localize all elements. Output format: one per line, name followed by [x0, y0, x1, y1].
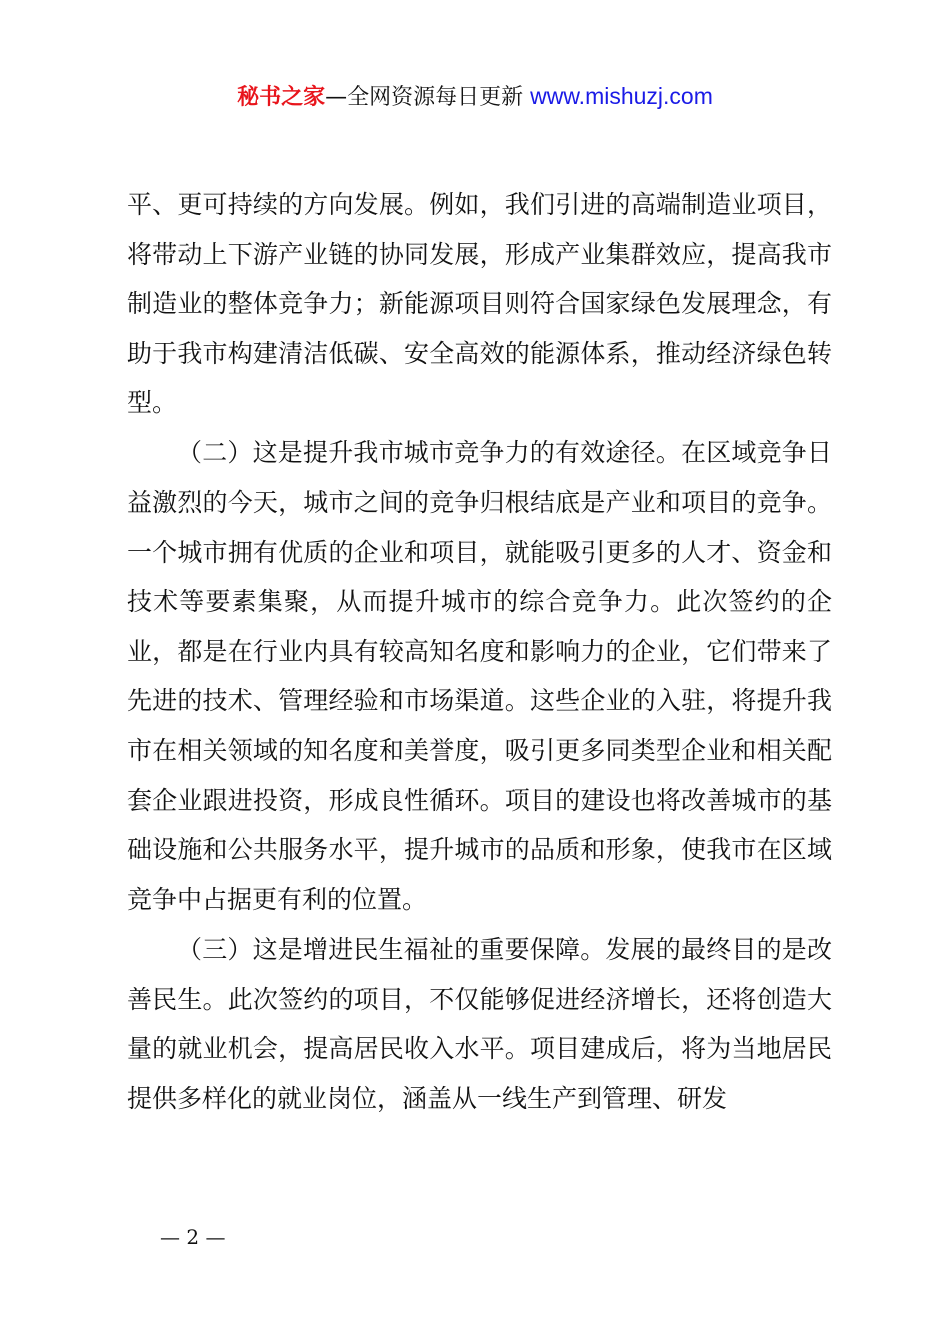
site-header	[0, 80, 950, 114]
paragraph-section-2: （二）这是提升我市城市竞争力的有效途径。在区域竞争日益激烈的今天，城市之间的竞争归根结底是产业和项目的竞争。一个城市拥有优质的企业和项目，就能吸引更多的人才、资金和技术等要素集聚，从而提升城市的综合竞争力。此次签约的企业，都是在行业内具有较高知名度和影响力的企业，它们带来了先进的技术、管理经验和市场渠道。这些企业的入驻，将提升我市在相关领域的知名度和美誉度，吸引更多同类型企业和相关配套企业跟进投资，形成良性循环。项目的建设也将改善城市的基础设施和公共服务水平，提升城市的品质和形象，使我市在区域竞争中占据更有利的位置。	[127, 438, 832, 914]
document-body	[127, 180, 832, 1123]
site-url-link[interactable]: www.mishuzj.com	[530, 83, 713, 109]
page-number: — 2 —	[160, 1225, 226, 1249]
paragraph-continuation: 平、更可持续的方向发展。例如，我们引进的高端制造业项目，将带动上下游产业链的协同发展，形成产业集群效应，提高我市制造业的整体竞争力；新能源项目则符合国家绿色发展理念，有助于我市构建清洁低碳、安全高效的能源体系，推动经济绿色转型。	[127, 190, 832, 418]
site-name: 秘书之家	[237, 85, 326, 110]
site-slogan: —全网资源每日更新	[325, 85, 524, 110]
paragraph-section-3: （三）这是增进民生福祉的重要保障。发展的最终目的是改善民生。此次签约的项目，不仅能够促进经济增长，还将创造大量的就业机会，提高居民收入水平。项目建成后，将为当地居民提供多样化的就业岗位，涵盖从一线生产到管理、研发	[127, 934, 832, 1113]
